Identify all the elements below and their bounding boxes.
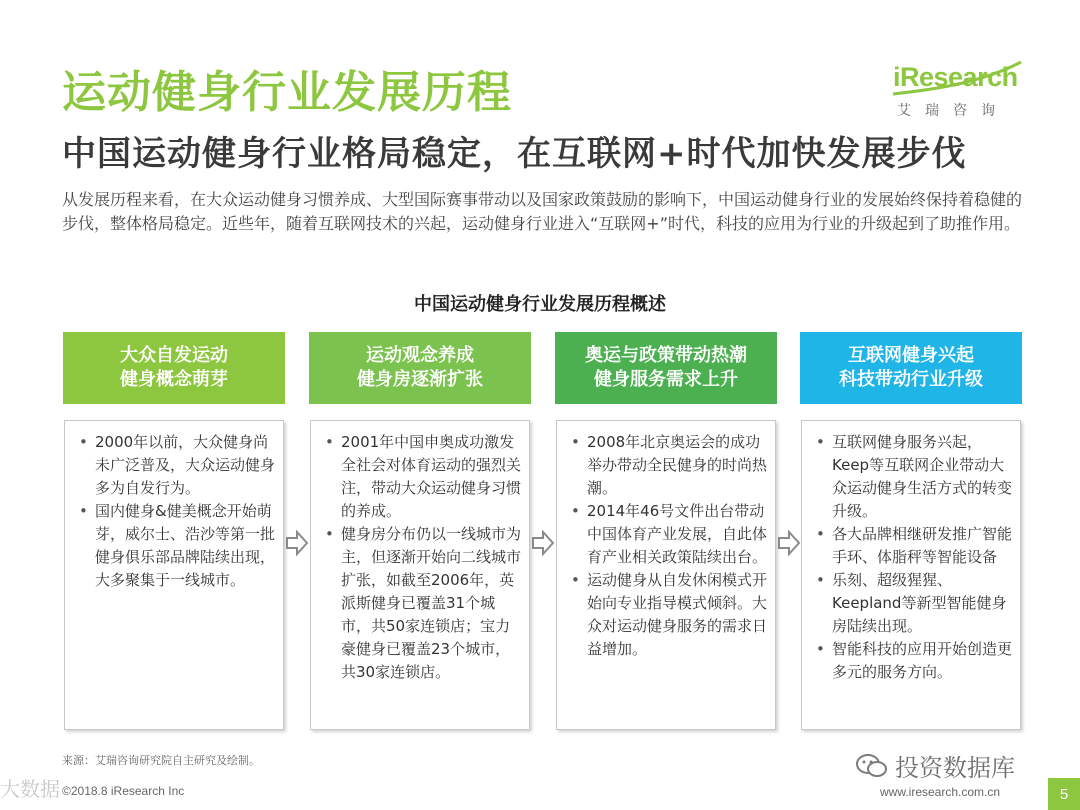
watermark-right xyxy=(855,748,1015,783)
list-item: • 乐刻、超级猩猩、Keepland等新型智能健身房陆续出现。 xyxy=(832,569,1012,638)
list-item: • 2008年北京奥运会的成功举办带动全民健身的时尚热潮。 xyxy=(587,431,767,500)
list-item: • 互联网健身服务兴起，Keep等互联网企业带动大众运动健身生活方式的转变升级。 xyxy=(832,431,1012,523)
stage-heading-line: 科技带动行业升级 xyxy=(839,369,983,390)
stage-heading-4 xyxy=(800,332,1022,404)
stage-heading-line: 互联网健身兴起 xyxy=(848,345,974,366)
stage-bullet-list xyxy=(77,431,275,592)
list-item: • 2001年中国申奥成功激发全社会对体育运动的强烈关注，带动大众运动健身习惯的养成。 xyxy=(341,431,521,523)
iresearch-logo xyxy=(893,60,1023,118)
arrow-right-icon xyxy=(531,530,555,556)
stage-heading-line: 健身房逐渐扩张 xyxy=(357,369,483,390)
list-item: • 运动健身从自发休闲模式开始向专业指导模式倾斜。大众对运动健身服务的需求日益增加。 xyxy=(587,569,767,661)
stage-content-4 xyxy=(801,420,1021,730)
stage-content-3 xyxy=(556,420,776,730)
wechat-icon xyxy=(855,752,889,780)
stage-heading-line: 运动观念养成 xyxy=(366,345,474,366)
stage-heading-line: 大众自发运动 xyxy=(120,345,228,366)
stage-content-2 xyxy=(310,420,530,730)
logo-chinese-text: 艾瑞咨询 xyxy=(897,103,1009,119)
arrow-right-icon xyxy=(285,530,309,556)
list-item: • 各大品牌相继研发推广智能手环、体脂秤等智能设备 xyxy=(832,523,1012,569)
arrow-right-icon xyxy=(777,530,801,556)
list-item: • 国内健身&健美概念开始萌芽，威尔士、浩沙等第一批健身俱乐部品牌陆续出现，大多聚集于一线城市。 xyxy=(95,500,275,592)
stage-content-1 xyxy=(64,420,284,730)
page-number: 5 xyxy=(1048,778,1080,810)
stage-heading-2 xyxy=(309,332,531,404)
page-subtitle: 中国运动健身行业格局稳定，在互联网+时代加快发展步伐 xyxy=(62,134,967,174)
chart-title: 中国运动健身行业发展历程概述 xyxy=(414,294,666,315)
page-title: 运动健身行业发展历程 xyxy=(62,67,512,118)
stage-heading-1 xyxy=(63,332,285,404)
watermark-text: 投资数据库 xyxy=(895,754,1015,782)
footer-copyright: ©2018.8 iResearch Inc xyxy=(62,784,185,798)
stage-bullet-list xyxy=(569,431,767,661)
list-item: • 健身房分布仍以一线城市为主，但逐渐开始向二线城市扩张，如截至2006年，英派斯健身已覆盖31个城市，共50家连锁店；宝力豪健身已覆盖23个城市，共30家连锁店。 xyxy=(341,523,521,684)
list-item: • 智能科技的应用开始创造更多元的服务方向。 xyxy=(832,638,1012,684)
list-item: • 2000年以前，大众健身尚未广泛普及，大众运动健身多为自发行为。 xyxy=(95,431,275,500)
logo-brand-text: iResearch xyxy=(893,62,1018,92)
stage-bullet-list xyxy=(323,431,521,684)
footer-website: www.iresearch.com.cn xyxy=(880,785,1001,799)
stage-heading-line: 奥运与政策带动热潮 xyxy=(585,345,747,366)
source-note: 来源：艾瑞咨询研究院自主研究及绘制。 xyxy=(62,754,260,767)
intro-paragraph: 从发展历程来看，在大众运动健身习惯养成、大型国际赛事带动以及国家政策鼓励的影响下，中国运动健身行业的发展始终保持着稳健的步伐，整体格局稳定。近些年，随着互联网技术的兴起，运动健身行业进入“互联网+”时代，科技的应用为行业的升级起到了助推作用。 xyxy=(62,190,1023,233)
stage-bullet-list xyxy=(814,431,1012,684)
list-item: • 2014年46号文件出台带动中国体育产业发展，自此体育产业相关政策陆续出台。 xyxy=(587,500,767,569)
watermark-left: 大数据 xyxy=(0,777,60,801)
stage-heading-line: 健身概念萌芽 xyxy=(120,369,228,390)
stage-heading-line: 健身服务需求上升 xyxy=(594,369,738,390)
stage-heading-3 xyxy=(555,332,777,404)
